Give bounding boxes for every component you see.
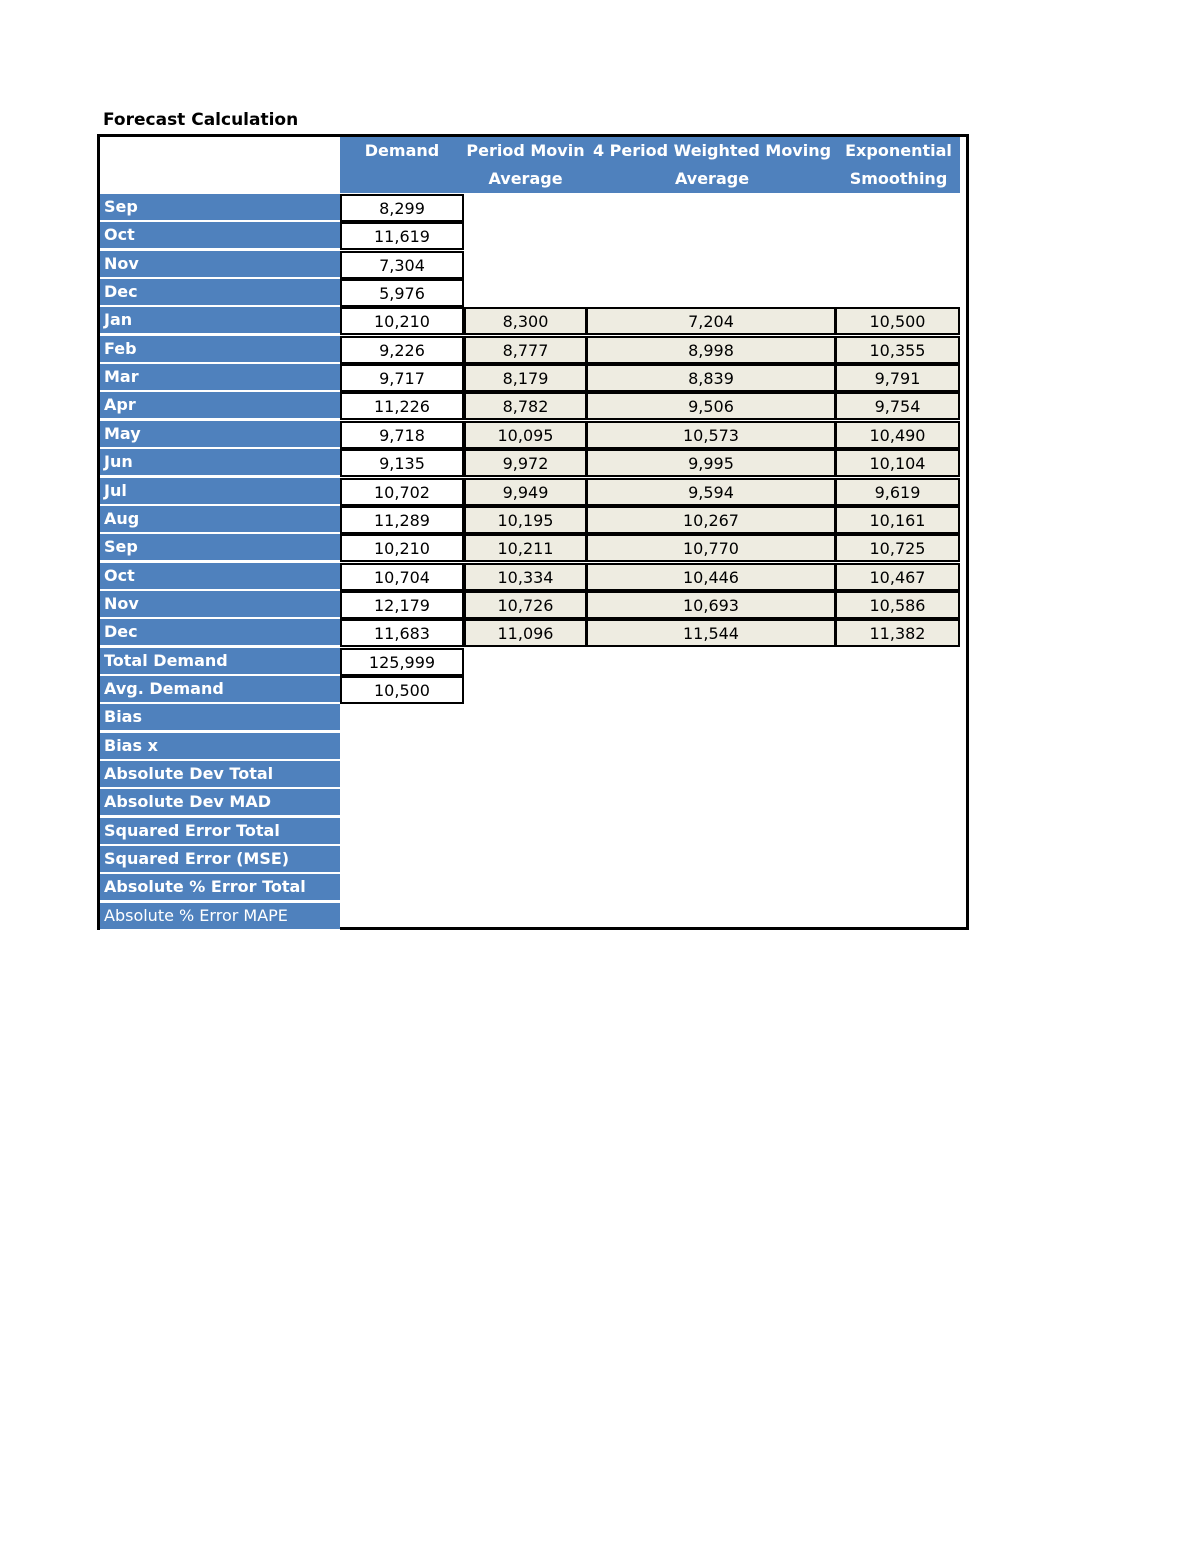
row-label: Aug [100,506,340,534]
weighted-moving-average-cell: 10,267 [586,506,836,534]
demand-cell: 10,702 [340,478,464,506]
moving-average-cell: 11,096 [464,619,587,647]
header-weighted-moving-average-line2: Average [674,169,750,188]
exponential-smoothing-cell: 10,725 [835,534,960,562]
exponential-smoothing-cell: 10,104 [835,449,960,477]
row-label: Nov [100,591,340,619]
moving-average-cell: 10,334 [464,563,587,591]
row-label: Nov [100,251,340,279]
moving-average-cell: 10,095 [464,421,587,449]
row-label: Squared Error Total [100,818,340,846]
exponential-smoothing-cell: 10,355 [835,336,960,364]
row-label: Jul [100,478,340,506]
exponential-smoothing-cell: 9,754 [835,392,960,420]
row-label: Sep [100,194,340,222]
row-label: Jan [100,307,340,335]
demand-cell: 9,226 [340,336,464,364]
row-label: Bias x [100,733,340,761]
header-moving-average [464,137,587,193]
exponential-smoothing-cell: 11,382 [835,619,960,647]
moving-average-cell: 10,726 [464,591,587,619]
demand-cell: 10,500 [340,676,464,704]
header-exponential-smoothing-line1: Exponential [845,141,952,160]
moving-average-cell: 8,777 [464,336,587,364]
demand-cell: 11,289 [340,506,464,534]
exponential-smoothing-cell: 10,467 [835,563,960,591]
header-exponential-smoothing-line2: Smoothing [849,169,948,188]
exponential-smoothing-cell: 10,161 [835,506,960,534]
row-label: Oct [100,563,340,591]
row-label: Absolute Dev MAD [100,789,340,817]
header-weighted-moving-average [587,137,837,193]
header-moving-average-line1: Period Movin [466,141,585,160]
row-label: Absolute Dev Total [100,761,340,789]
header-weighted-moving-average-line1: 4 Period Weighted Moving [592,141,832,160]
demand-cell: 11,619 [340,222,464,250]
weighted-moving-average-cell: 8,839 [586,364,836,392]
demand-cell: 9,135 [340,449,464,477]
weighted-moving-average-cell: 9,506 [586,392,836,420]
weighted-moving-average-cell: 10,770 [586,534,836,562]
weighted-moving-average-cell: 10,573 [586,421,836,449]
row-label: Avg. Demand [100,676,340,704]
header-exponential-smoothing [837,137,960,193]
row-label: Sep [100,534,340,562]
demand-cell: 10,704 [340,563,464,591]
weighted-moving-average-cell: 8,998 [586,336,836,364]
row-label: Apr [100,392,340,420]
row-label: Dec [100,619,340,647]
weighted-moving-average-cell: 11,544 [586,619,836,647]
exponential-smoothing-cell: 10,500 [835,307,960,335]
row-label: May [100,421,340,449]
demand-cell: 9,718 [340,421,464,449]
header-demand-line1: Demand [364,141,440,160]
demand-cell: 125,999 [340,648,464,676]
moving-average-cell: 9,949 [464,478,587,506]
header-moving-average-line2: Average [488,169,563,188]
row-label: Bias [100,704,340,732]
moving-average-cell: 8,782 [464,392,587,420]
demand-cell: 9,717 [340,364,464,392]
row-label: Feb [100,336,340,364]
row-label: Mar [100,364,340,392]
forecast-table [97,134,969,930]
moving-average-cell: 8,179 [464,364,587,392]
weighted-moving-average-cell: 7,204 [586,307,836,335]
demand-cell: 11,683 [340,619,464,647]
moving-average-cell: 10,195 [464,506,587,534]
demand-cell: 11,226 [340,392,464,420]
header-demand [340,137,464,193]
row-label: Jun [100,449,340,477]
moving-average-cell: 8,300 [464,307,587,335]
row-label: Squared Error (MSE) [100,846,340,874]
row-label: Absolute % Error MAPE [100,903,340,931]
row-label: Dec [100,279,340,307]
exponential-smoothing-cell: 9,619 [835,478,960,506]
demand-cell: 10,210 [340,534,464,562]
row-label: Total Demand [100,648,340,676]
weighted-moving-average-cell: 10,446 [586,563,836,591]
moving-average-cell: 9,972 [464,449,587,477]
demand-cell: 5,976 [340,279,464,307]
demand-cell: 8,299 [340,194,464,222]
weighted-moving-average-cell: 9,995 [586,449,836,477]
demand-cell: 10,210 [340,307,464,335]
exponential-smoothing-cell: 10,586 [835,591,960,619]
weighted-moving-average-cell: 9,594 [586,478,836,506]
page-title: Forecast Calculation [103,110,299,130]
exponential-smoothing-cell: 9,791 [835,364,960,392]
row-label: Oct [100,222,340,250]
moving-average-cell: 10,211 [464,534,587,562]
row-label: Absolute % Error Total [100,874,340,902]
demand-cell: 7,304 [340,251,464,279]
demand-cell: 12,179 [340,591,464,619]
exponential-smoothing-cell: 10,490 [835,421,960,449]
weighted-moving-average-cell: 10,693 [586,591,836,619]
